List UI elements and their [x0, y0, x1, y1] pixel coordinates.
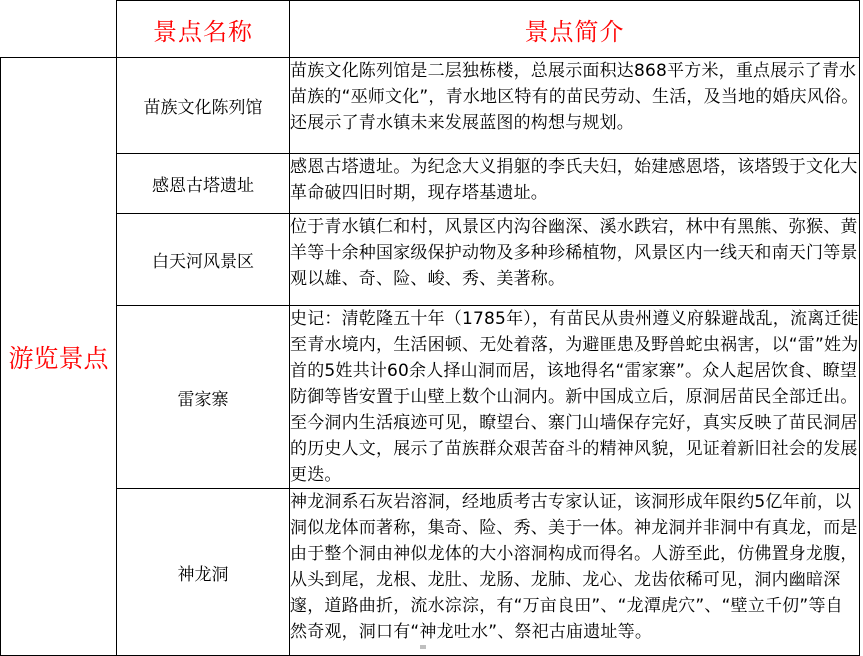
table-row — [1, 306, 860, 489]
spot-description: 苗族文化陈列馆是二层独栋楼，总展示面积达868平方米，重点展示了青水苗族的“巫师文化”，青水地区特有的苗民劳动、生活，及当地的婚庆风俗。还展示了青水镇未来发展蓝图的构想与规划。 — [290, 58, 860, 154]
spot-name: 神龙洞 — [117, 489, 290, 656]
spot-description: 感恩古塔遗址。为纪念大义捐躯的李氏夫妇，始建感恩塔，该塔毁于文化大革命破四旧时期，现存塔基遗址。 — [290, 154, 860, 214]
spot-name: 苗族文化陈列馆 — [117, 58, 290, 154]
header-row — [1, 1, 860, 58]
spot-description: 位于青水镇仁和村，风景区内沟谷幽深、溪水跌宕，林中有黑熊、弥猴、黄羊等十余种国家级保护动物及多种珍稀植物，风景区内一线天和南天门等景观以雄、奇、险、峻、秀、美著称。 — [290, 214, 860, 306]
spot-name: 雷家寨 — [117, 306, 290, 489]
spot-description: 史记：清乾隆五十年（1785年），有苗民从贵州遵义府躲避战乱，流离迁徙至青水境内，生活困顿、无处着落，为避匪患及野兽蛇虫祸害，以“雷”姓为首的5姓共计60余人择山洞而居，该地得名“雷家寨”。众人起居饮食、瞭望防御等皆安置于山壁上数个山洞内。新中国成立后，原洞居苗民全部迁出。至今洞内生活痕迹可见，瞭望台、寨门山墙保存完好，真实反映了苗民洞居的历史人文，展示了苗族群众艰苦奋斗的精神风貌，见证着新旧社会的发展更迭。 — [290, 306, 860, 489]
spot-name: 感恩古塔遗址 — [117, 154, 290, 214]
spot-description: 神龙洞系石灰岩溶洞，经地质考古专家认证，该洞形成年限约5亿年前，以洞似龙体而著称，集奇、险、秀、美于一体。神龙洞并非洞中有真龙，而是由于整个洞由神似龙体的大小溶洞构成而得名。人游至此，仿佛置身龙腹，从头到尾，龙根、龙肚、龙肠、龙肺、龙心、龙齿依稀可见，洞内幽暗深邃，道路曲折，流水淙淙，有“万亩良田”、“龙潭虎穴”、“壁立千仞”等自然奇观，洞口有“神龙吐水”、祭祀古庙遗址等。 — [290, 489, 860, 656]
spot-name: 白天河风景区 — [117, 214, 290, 306]
table-row — [1, 154, 860, 214]
table-row — [1, 214, 860, 306]
header-desc-column: 景点简介 — [290, 1, 860, 58]
bottom-edge-mark — [420, 645, 426, 649]
header-name-column: 景点名称 — [117, 1, 290, 58]
header-corner-cell — [1, 1, 117, 58]
group-label: 游览景点 — [1, 58, 117, 656]
table-row — [1, 58, 860, 154]
table-row — [1, 489, 860, 656]
